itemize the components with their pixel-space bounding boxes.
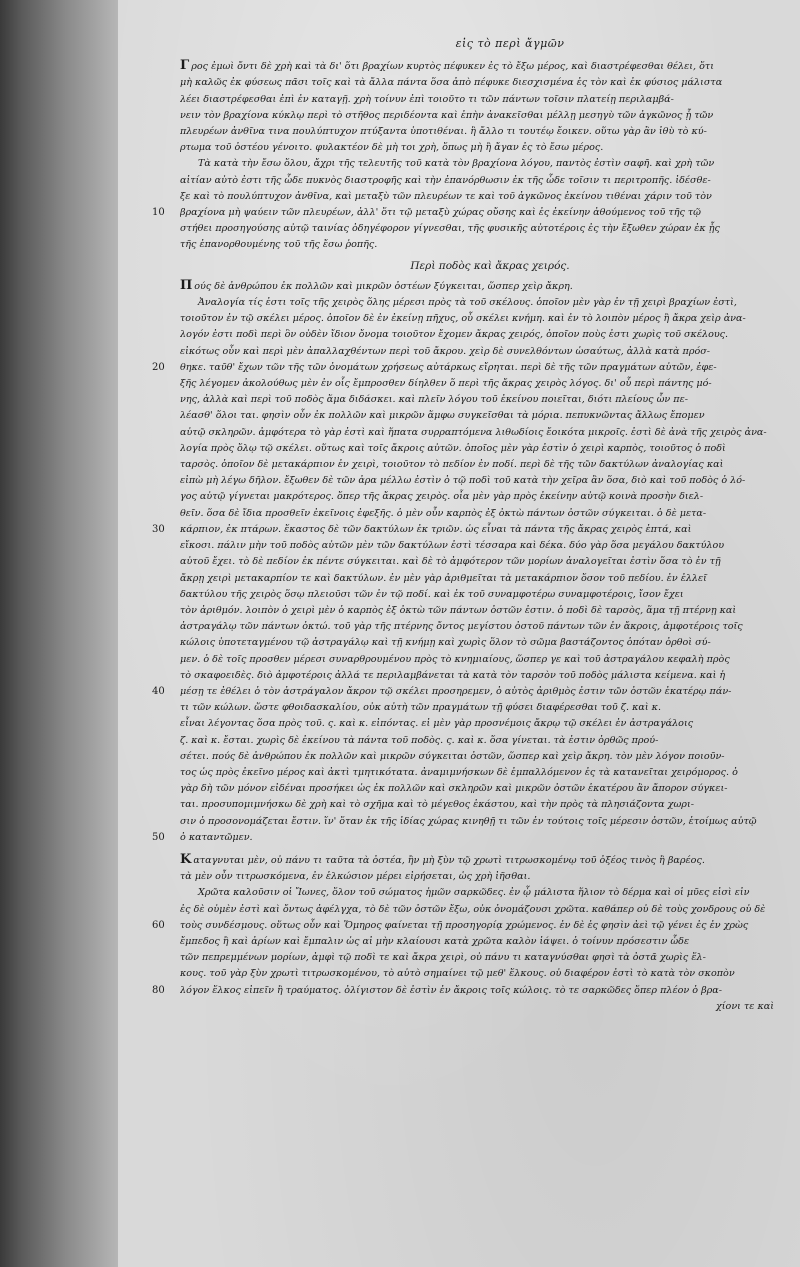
text-line: Γ ρος ἐμωὶ ὄντι δὲ χρὴ καὶ τὰ δι' ὅτι βραχίων κυρτὸς πέφυκεν ἐς τὸ ἔξω μέρος, καὶ διαστρέφεσθαι θέλει, ὅτι [180,58,714,74]
section-heading: Περὶ ποδὸς καὶ ἄκρας χειρός. [410,259,570,272]
initial-letter: Κ [180,851,192,867]
text-line: δακτύλου τῆς χειρὸς ὅσῳ πλειοῦσι τῶν ἐν τῷ ποδί. καὶ ἐκ τοῦ συναμφοτέρω συναμφοτέροις, ἴσον ἔχει [180,588,684,600]
text-block [152,36,780,1015]
text-line: αἰτίαν αὐτὸ ἐστι τῆς ὧδε πυκνὸς διαστροφῆς καὶ τὴν ἐπανόρθωσιν ἐκ τῆς ὧδε τοῖσιν τι περιτροπῆς. ἰδέσθε- [180,174,711,186]
book-binding-edge [0,0,120,1267]
text-line: γὰρ δὴ τῶν μόνον εἰδέναι προσήκει ὡς ἐκ πολλῶν καὶ σκληρῶν καὶ μικρῶν ὀστῶν ἑκατέρου ἂν ἄπορον σύγκει- [180,783,728,795]
text-line: κους. τοῦ γὰρ ξὺν χρωτὶ τιτρωσκομένου, τὸ αὐτὸ σημαίνει τῷ μεθ' ἕλκους. οὐ διαφέρον ἐστὶ τὸ κατὰ τὸν σκοπὸν [180,968,735,980]
text-line: κώλοις ὑποτεταγμένου τῷ ἀστραγάλῳ καὶ τῇ κνήμῃ καὶ χωρὶς ὅλον τὸ σῶμα βαστάζοντος ὁπόταν ὀρθοὶ σύ- [180,637,711,649]
text-line: νειν τὸν βραχίονα κύκλῳ περὶ τὸ στῆθος περιδέοντα καὶ ἐπὴν ἀνακεῖσθαι μέλλῃ μεσηγὺ τῶν ἀγκῶνος ᾗ τῶν [180,109,714,121]
text-line: 30 κάρπιον, ἐκ πτάρων. ἕκαστος δὲ τῶν δακτύλων ἐκ τριῶν. ὡς εἶναι τὰ πάντα τῆς ἄκρας χειρὸς ἑπτά, καὶ [152,523,692,535]
catchword: χίονι τε καὶ [715,1000,774,1012]
text-line: τὸν ἀριθμόν. λοιπὸν ὁ χειρὶ μὲν ὁ καρπὸς ἐξ ὀκτὼ τῶν πάντων ὀστῶν ἐστιν. ὁ ποδὶ δὲ ταρσὸς, ἅμα τῇ πτέρνῃ καὶ [180,604,737,616]
text-line: Κ αταγνυται μὲν, οὐ πάνυ τι ταῦτα τὰ ὀστέα, ἢν μὴ ξὺν τῷ χρωτὶ τιτρωσκομένῳ τοῦ ὀξέος τινὸς ἢ βαρέος. [180,851,705,867]
text-line: αὐτῷ σκληρῶν. ἀμφότερα τὸ γὰρ ἐστὶ καὶ ἥπατα συρραπτόμενα λιθωδίοις ἔοικότα μικροῖς. ἐστὶ δὲ ἀνὰ τῆς χειρὸς ἀνα- [180,426,767,438]
text-line: τὰ μὲν οὖν τιτρωσκόμενα, ἐν ἑλκώσιον μέρει εἰρήσεται, ὡς χρὴ ἰῆσθαι. [180,871,531,883]
text-line: τοιοῦτον ἐν τῷ σκέλει μέρος. ὁποῖον δὲ ἐν ἐκείνῃ πῆχυς, οὗ σκέλει κνήμη. καὶ ἐν τὸ λοιπὸν μέρος ἢ ἄκρα χεὶρ ἀνα- [180,313,746,325]
text-line: λογία πρὸς ὅλῳ τῷ σκέλει. οὕτως καὶ τοῖς ἄκροις αὐτῶν. ὁποῖος μὲν γὰρ ἐστὶν ὁ χειρὶ καρπὸς, τοιοῦτος ὁ ποδὶ [180,442,726,454]
initial-letter: Π [180,277,193,293]
text-line: λέασθ' ὅλοι ται. φησὶν οὖν ἐκ πολλῶν καὶ μικρῶν ἅμφω συγκεῖσθαι τὰ μόρια. πεπυκνῶντας ἄλλως ἔπομεν [180,410,705,422]
text-line: γος αὐτῷ γίγνεται μακρότερος. ὅπερ τῆς ἄκρας χειρὸς. οἷα μὲν γὰρ πρὸς ἐκείνην αὐτῷ κοινὰ προσὴν διελ- [180,491,704,503]
text-line: τος ὡς πρὸς ἐκεῖνο μέρος καὶ ἀκτὶ τμητικότατα. ἀναμιμνήσκων δὲ ἐμπαλλόμενον ἐς τὰ κατανεῖται χειρόμορος. ὁ [180,766,738,778]
page-sheet [118,0,800,1267]
text-line: εἴκοσι. πάλιν μὴν τοῦ ποδὸς αὐτῶν μὲν τῶν δακτύλων ἐστὶ τέσσαρα καὶ δέκα. δύο γὰρ ὅσα μεγάλου δακτύλου [180,540,725,552]
text-line: Χρῶτα καλοῦσιν οἱ Ἴωνες, ὅλον τοῦ σώματος ἡμῶν σαρκῶδες. ἐν ᾧ μάλιστα ἥλιον τὸ δέρμα καὶ οἱ μῦες εἰσὶ εἰν [198,887,750,899]
text-line: ἀστραγάλῳ τῶν πάντων ὀκτώ. τοῦ γὰρ τῆς πτέρνης ὄντος μεγίστου ὀστοῦ πάντων τῶν ἐν ἄκροις, ἀμφοτέροις τοῖς [180,621,743,633]
initial-letter: Γ [180,58,190,74]
text-line: ταρσὸς. ὁποῖον δὲ μετακάρπιον ἐν χειρὶ, τοιοῦτον τὸ πεδίον ἐν ποδί. περὶ δὲ τῆς τῶν δακτύλων ἀναλογίας καὶ [180,459,724,471]
text-line: 50 ὁ καταντῶμεν. [152,831,253,843]
text-line: Τὰ κατὰ τὴν ἔσω ὅλου, ἄχρι τῆς τελευτῆς τοῦ κατὰ τὸν βραχίονα λόγου, παντὸς ἐστὶν σαφῆ. καὶ χρὴ τῶν [198,158,715,170]
text-line: μεν. ὁ δὲ τοῖς προσθεν μέρεσι συναρθρουμένου πρὸς τὸ κνημιαίους, ὥσπερ γε καὶ τοῦ ἀστραγάλου κεφαλὴ πρὸς [180,653,730,665]
text-line: εἰπὼ μὴ λέγω δῆλον. ἔξωθεν δὲ τῶν ἀρα μέλλω ἐστὶν ὁ τῷ ποδὶ τοῦ κατὰ τὴν χεῖρα ἂν ὅσα, διὸ καὶ τοῦ ποδὸς ὁ λό- [180,475,746,487]
text-line: νης, ἀλλὰ καὶ περὶ τοῦ ποδὸς ἅμα διδάσκει. καὶ πλεῖν λόγου τοῦ ἐκείνου ποιεῖται, διότι πλείους ὧν πε- [180,394,688,406]
text-line: μὴ καλῶς ἐκ φύσεως πᾶσι τοῖς καὶ τὰ ἄλλα πάντα ὅσα ἀπὸ πέφυκε διεσχισμένα ἐς τὸν καὶ ἐκ φύσιος μάλιστα [180,77,723,89]
text-line: ἔμπεδος ἢ καὶ ἀρίων καὶ ἔμπαλιν ὡς αἰ μὴν κλαίουσι κατὰ χρῶτα καλὸν ἰάψει. ὁ τοίνυν πρόσεστιν ὧδε [180,935,690,947]
text-line: τῶν πεπρεμμένων μορίων, ἀμφὶ τῷ ποδὶ τε καὶ ἄκρα χειρὶ, οὐ πάνυ τι καταγνύσθαι φησὶ τὰ ὀστᾶ χωρὶς ἕλ- [180,952,706,964]
text-line: Ἀναλογία τίς ἐστι τοῖς τῆς χειρὸς ὅλης μέρεσι πρὸς τὰ τοῦ σκέλους. ὁποῖον μὲν γὰρ ἐν τῇ χειρὶ βραχίων ἐστὶ, [198,297,737,309]
text-line: θεῖν. ὅσα δὲ ἴδια προσθεῖν ἐκεῖνοις ἐφεξῆς. ὁ μὲν οὖν καρπὸς ἐξ ὀκτὼ πάντων ὀστῶν σύγκειται. ὁ δὲ μετα- [180,507,707,519]
text-line: 20 θηκε. ταῦθ' ἔχων τῶν τῆς τῶν ὀνομάτων χρήσεως αὐτάρκως εἴρηται. περὶ δὲ τῆς τῶν πραγμάτων αὐτῶν, ἐφε- [152,361,717,373]
text-line: εἰκότως οὖν καὶ περὶ μὲν ἀπαλλαχθέντων περὶ τοῦ ἄκρου. χεὶρ δὲ συνελθόντων ὡσαύτως, ἀλλὰ κατὰ πρόσ- [180,345,711,357]
text-line: πλευρέων ἀνθῖνα τινα πουλύπτυχον πτύξαντα ὑποτιθέναι. ἢ ἄλλο τι τουτέῳ ἔοικεν. οὕτω γὰρ ἂν ἰθὺ τὸ κύ- [180,126,707,138]
text-line: στήθει προσηγούσης αὐτῷ ταινίας ὁδηγέφορον γίγνεσθαι, τῆς φυσικῆς αὐτοτέροις ἐς τὴν ἔξωθεν χώραν ἐκ ᾗς [180,223,720,235]
text-line: Π ούς δὲ ἀνθρώπου ἐκ πολλῶν καὶ μικρῶν ὀστέων ξύγκειται, ὥσπερ χεὶρ ἄκρη. [180,277,573,293]
text-line: 40 μέσῃ τε ἐθέλει ὁ τὸν ἀστράγαλον ἄκρον τῷ σκέλει προσηρεμεν, ὁ αὐτὸς ἀριθμὸς ἐστιν τῶν ὀστῶν ἐκατέρῳ πάν- [152,685,732,697]
text-line: αὐτοῦ ἔχει. τὸ δὲ πεδίον ἐκ πέντε σύγκειται. καὶ δὲ τὸ ἀμφότερον τῶν μορίων ἀναλογεῖται ἐστὶν ὅσα τὸ ἐν τῇ [180,556,721,568]
text-line: 60 τοὺς συνδέσμους. οὕτως οὖν καὶ Ὅμηρος φαίνεται τῇ προσηγορίᾳ χρώμενος. ἐν δὲ ἐς φησὶν ἀεὶ τῷ γένει ἐς ἐν χρὼς [152,919,749,931]
text-line: 10 βραχίονα μὴ ψαύειν τῶν πλευρέων, ἀλλ' ὅτι τῷ μεταξὺ χώρας οὔσης καὶ ἐς ἐκείνην ἀθούμενος τοῦ τῆς τῷ [152,207,702,219]
text-line: λογόν ἐστι ποδὶ περὶ ὃν οὐδὲν ἴδιον ὄνομα τοιοῦτον ἔχομεν ἄκρας χειρός, ὁποῖον ποὺς ἐστι χωρὶς τοῦ σκέλους. [180,329,729,341]
text-line: ξῆς λέγομεν ἀκολούθως μὲν ἐν οἷς ἔμπροσθεν δίηλθεν ὅ περὶ τῆς ἄκρας χειρὸς λόγος. δι' οὗ περὶ πάντης μό- [180,378,712,390]
paragraph-1 [152,58,780,253]
text-line: σιν ὁ προσονομάζεται ἔστιν. ἵν' ὅταν ἐκ τῆς ἰδίας χώρας κινηθῇ τι τῶν ἐν τούτοις τοῖς μέρεσιν ὀστῶν, ἑτοίμως αὐτῷ [180,815,757,827]
text-line: ρτωμα τοῦ ὀστέου γένοιτο. φυλακτέον δὲ μὴ τοι χρὴ, ὅπως μὴ ἢ ἄγαν ἐς τὸ ἔσω μέρος. [180,142,604,154]
paragraph-3 [152,851,780,1015]
text-line: εἶναι λέγοντας ὅσα πρὸς τοῦ. ς. καὶ κ. εἰπόντας. εἰ μὲν γὰρ προσνέμοις ἄκρῳ τῷ σκέλει ἐν ἀστραγάλοις [180,718,694,730]
text-line: τῆς ἐπανορθουμένης τοῦ τῆς ἔσω ῥοπῆς. [180,239,378,251]
text-line: ἄκρῃ χειρὶ μετακαρπίον τε καὶ δακτύλων. ἐν μὲν γὰρ ἀριθμεῖται τὰ μετακάρπιον ὅσον τοῦ πεδίου. ἐν ἐλλεῖ [180,572,707,584]
text-line: λέει διαστρέφεσθαι ἐπὶ ἐν καταγῇ. χρὴ τοίνυν ἐπὶ τοιοῦτο τι τῶν πάντων τοῖσιν πλατείῃ περιλαμβά- [180,93,674,105]
text-line: ται. προσυπομιμνήσκω δὲ χρὴ καὶ τὸ σχῆμα καὶ τὸ μέγεθος ἑκάστου, καὶ τὴν πρὸς τὰ πλησιάζοντα χωρι- [180,799,694,811]
running-head: εἰς τὸ περὶ ἄγμῶν [455,37,565,50]
text-line: 80 λόγον ἕλκος εἰπεῖν ἢ τραύματος. ὀλίγιστον δὲ ἐστὶν ἐν ἄκροις τοῖς κώλοις. τὸ τε σαρκῶδες ὅπερ πλέον ὁ βρα- [152,984,723,996]
text-line: ξε καὶ τὸ πουλύπτυχον ἀνθῖνα, καὶ μεταξὺ τῶν πλευρέων τε καὶ τοῦ ἀγκῶνος ἐκείνου τιθέναι χάριν τοῦ τὸν [180,190,712,202]
paragraph-2 [152,277,780,846]
text-line: τι τῶν κώλων. ὥστε φθοιδασκαλίου, οὐκ αὐτὴ τῶν πραγμάτων τῇ φύσει διαφέρεσθαι τοῦ ζ. καὶ κ. [180,702,662,714]
text-line: τὸ σκαφοειδὲς. διὸ ἀμφοτέροις ἀλλά τε περιλαμβάνεται τὰ κατὰ τὸν ταρσὸν τοῦ ποδὸς μάλιστα κείμενα. καὶ ἡ [180,669,726,681]
text-line: ζ. καὶ κ. ἔσται. χωρὶς δὲ ἐκείνου τὰ πάντα τοῦ ποδὸς. ς. καὶ κ. ὅσα γίνεται. τὰ ἐστιν ὀρθῶς πρού- [180,734,659,746]
text-line: σέτει. πούς δὲ ἀνθρώπου ἐκ πολλῶν καὶ μικρῶν σύγκειται ὀστῶν, ὥσπερ καὶ χεὶρ ἄκρη. τὸν μὲν λόγον ποιοῦν- [180,750,725,762]
text-line: ἐς δὲ οὐμὲν ἐστὶ καὶ ὄντως ἀφέλγχα, τὸ δὲ τῶν ὀστῶν ἔξω, οὐκ ὀνομάζουσι χρῶτα. καθάπερ οὐ δὲ τοὺς χονδρους οὐ δὲ [180,903,766,915]
